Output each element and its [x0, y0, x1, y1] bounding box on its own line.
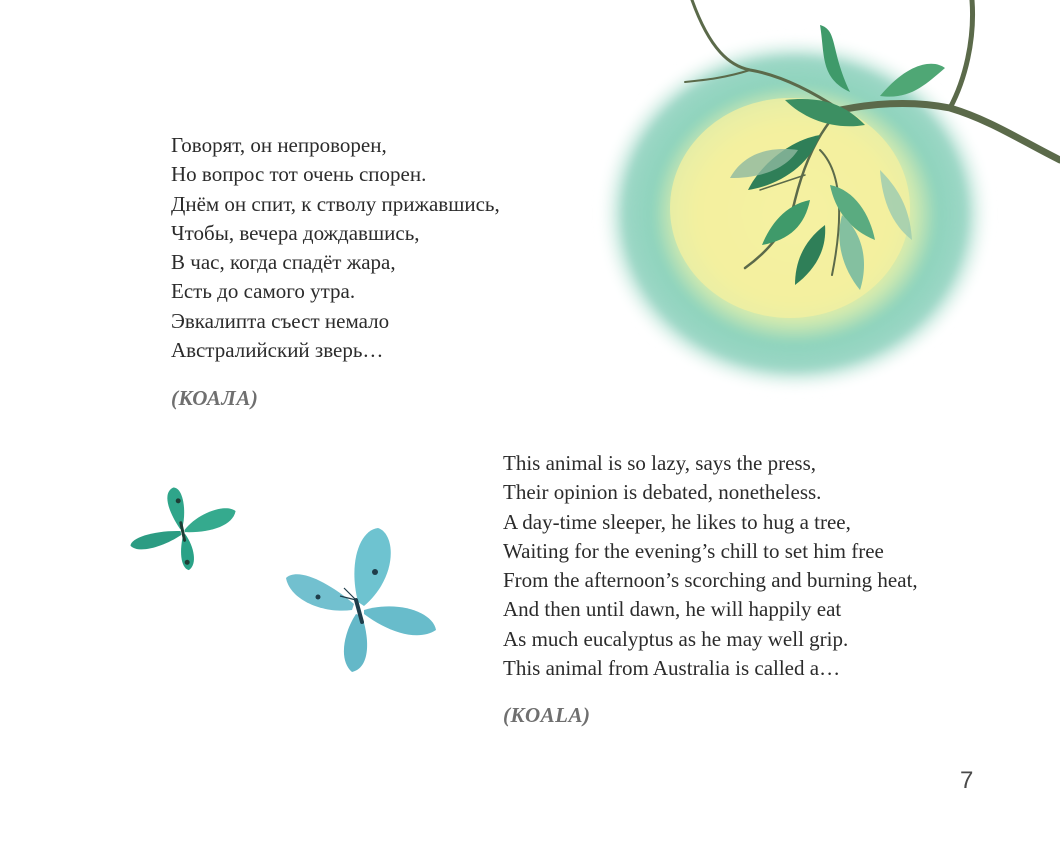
poem-russian	[171, 131, 500, 365]
butterfly-wing-upper-right	[182, 506, 239, 536]
answer-english: (KOALA)	[503, 703, 591, 727]
poem-line: Австралийский зверь…	[171, 338, 384, 363]
poem-line: This animal is so lazy, says the press,	[503, 451, 817, 475]
poem-line: Чтобы, вечера дождавшись,	[171, 220, 420, 245]
poem-line: And then until dawn, he will happily eat	[503, 597, 842, 622]
large-butterfly-illustration	[278, 522, 448, 682]
poem-line: This animal from Australia is called a…	[503, 656, 841, 681]
moon-disc	[670, 98, 910, 318]
poem-english	[503, 449, 918, 683]
moon-illustration	[580, 0, 1060, 400]
butterfly-wing-lower-right	[364, 606, 436, 635]
poem-line: Эвкалипта съест немало	[171, 308, 390, 333]
poem-line: From the afternoon’s scorching and burning heat,	[503, 568, 918, 593]
poem-line: Waiting for the evening’s chill to set him free	[503, 538, 884, 563]
poem-line: Their opinion is debated, nonetheless.	[503, 480, 822, 505]
butterfly-wing-upper-right	[354, 528, 390, 606]
answer-russian: (КОАЛА)	[171, 386, 259, 410]
poem-line: Днём он спит, к стволу прижавшись,	[171, 191, 500, 216]
butterfly-wing-upper-left	[165, 486, 189, 530]
poem-line: As much eucalyptus as he may well grip.	[503, 626, 849, 651]
page-number: 7	[960, 767, 974, 794]
poem-line: A day-time sleeper, he likes to hug a tree,	[503, 509, 851, 534]
poem-line: Но вопрос тот очень спорен.	[171, 162, 427, 187]
butterfly-wing-lower-right	[177, 533, 197, 571]
small-butterfly-illustration	[120, 478, 250, 578]
poem-line: Есть до самого утра.	[171, 279, 356, 304]
butterfly-wing-upper-left	[286, 574, 354, 610]
poem-line: Говорят, он непроворен,	[171, 133, 387, 157]
butterfly-wing-lower-left	[129, 528, 183, 553]
poem-line: В час, когда спадёт жара,	[171, 250, 396, 275]
